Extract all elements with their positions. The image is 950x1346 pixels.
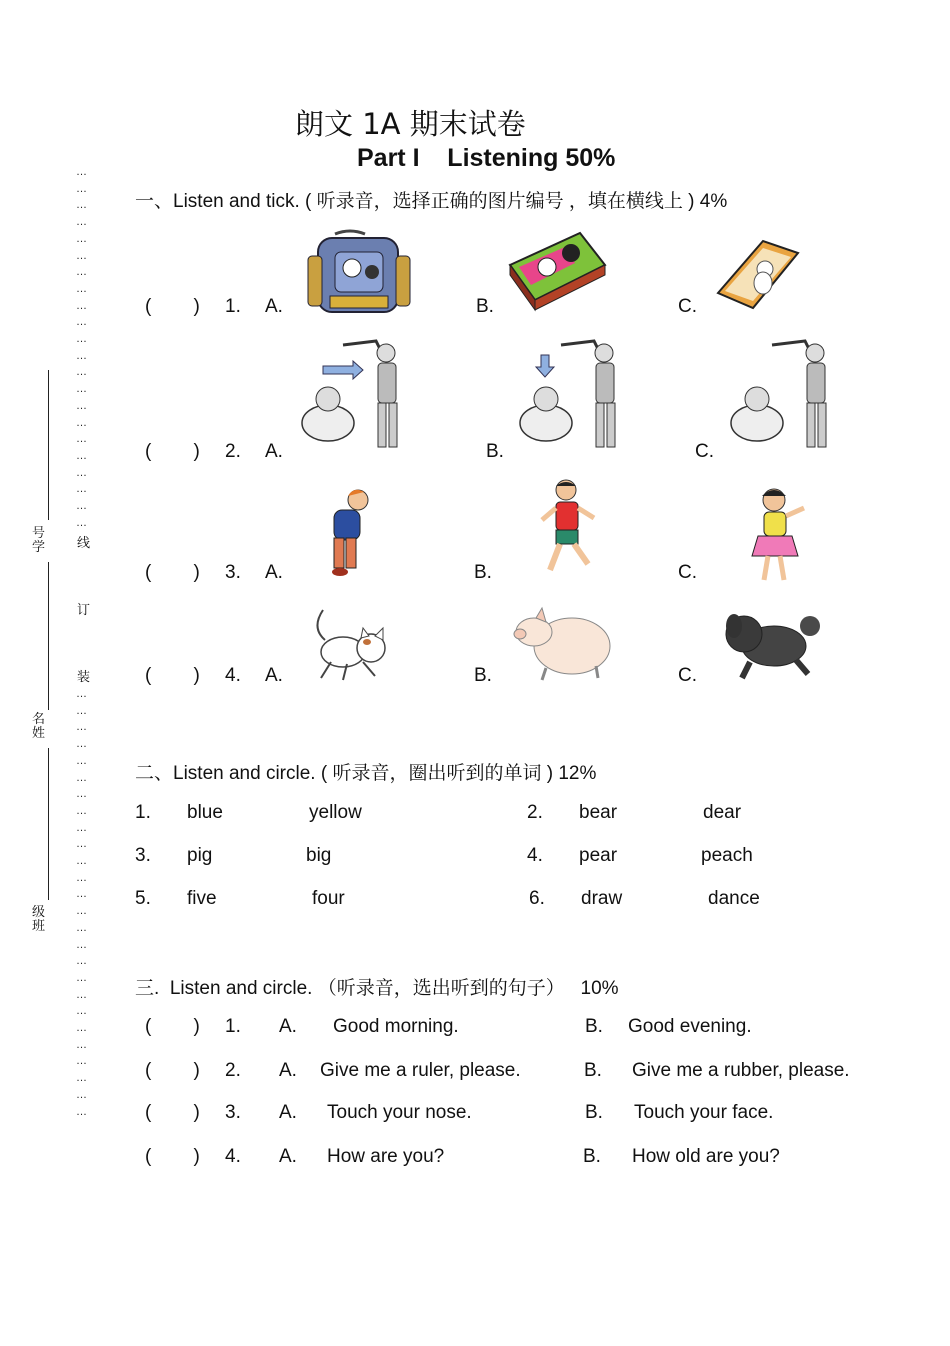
option-b-label: B. (583, 1146, 601, 1167)
girl-singing-picture[interactable] (748, 486, 818, 586)
sentence-option[interactable]: Give me a rubber, please. (632, 1060, 850, 1081)
word-option[interactable]: pig (187, 845, 213, 866)
question-number: 3. (225, 1102, 241, 1123)
word-option[interactable]: dear (703, 802, 742, 823)
option-a-label: A. (279, 1146, 297, 1167)
answer-bracket[interactable]: ( ) (145, 1060, 200, 1081)
field-class: 级班 (32, 905, 46, 934)
field-student-number: 号学 (32, 526, 46, 555)
option-a-label: A. (279, 1016, 297, 1037)
option-b-label: B. (584, 1060, 602, 1081)
answer-bracket[interactable]: ( ) (145, 296, 200, 317)
page-title: 朗文 1A 期末试卷 (295, 107, 526, 141)
word-option[interactable]: bear (579, 802, 618, 823)
option-a-label: A. (279, 1060, 297, 1081)
option-b-label: B. (476, 296, 494, 317)
question-number: 4. (225, 1146, 241, 1167)
item-number: 5. (135, 888, 151, 909)
cat-picture[interactable] (303, 600, 398, 685)
part-title: Part I Listening 50% (357, 144, 616, 172)
word-option[interactable]: dance (708, 888, 760, 909)
option-b-label: B. (585, 1102, 603, 1123)
answer-bracket[interactable]: ( ) (145, 1102, 200, 1123)
point-down-picture[interactable] (516, 333, 634, 455)
boy-running-picture[interactable] (536, 478, 602, 580)
schoolbag-picture[interactable] (300, 226, 425, 316)
word-option[interactable]: four (312, 888, 345, 909)
question-number: 4. (225, 665, 241, 686)
answer-bracket[interactable]: ( ) (145, 1016, 200, 1037)
word-option[interactable]: yellow (309, 802, 362, 823)
sentence-option[interactable]: How old are you? (632, 1146, 780, 1167)
binding-dots: … … … … … … … … … … … … … … … … … … … … … … (76, 166, 86, 529)
item-number: 1. (135, 802, 151, 823)
divider (48, 562, 49, 710)
sentence-option[interactable]: Good evening. (628, 1016, 752, 1037)
sentence-option[interactable]: Touch your face. (634, 1102, 774, 1123)
option-b-label: B. (474, 562, 492, 583)
word-option[interactable]: five (187, 888, 217, 909)
word-option[interactable]: big (306, 845, 332, 866)
option-a-label: A. (279, 1102, 297, 1123)
answer-bracket[interactable]: ( ) (145, 562, 200, 583)
divider (48, 370, 49, 520)
divider (48, 748, 49, 900)
dog-picture[interactable] (714, 600, 824, 684)
question-number: 1. (225, 1016, 241, 1037)
word-option[interactable]: blue (187, 802, 223, 823)
sentence-option[interactable]: How are you? (327, 1146, 445, 1167)
word-option[interactable]: pear (579, 845, 618, 866)
option-c-label: C. (678, 296, 697, 317)
sentence-option[interactable]: Good morning. (333, 1016, 459, 1037)
question-number: 3. (225, 562, 241, 583)
word-option[interactable]: draw (581, 888, 623, 909)
option-c-label: C. (678, 562, 697, 583)
item-number: 3. (135, 845, 151, 866)
item-number: 2. (527, 802, 543, 823)
boy-bowing-picture[interactable] (320, 486, 380, 581)
pencil-box-picture[interactable] (505, 225, 610, 315)
option-b-label: B. (474, 665, 492, 686)
answer-bracket[interactable]: ( ) (145, 441, 200, 462)
question-number: 2. (225, 441, 241, 462)
section3-heading: 三. Listen and circle. （听录音，选出听到的句子） 10% (135, 978, 619, 999)
option-c-label: C. (695, 441, 714, 462)
option-a-label: A. (265, 665, 283, 686)
option-a-label: A. (265, 562, 283, 583)
answer-bracket[interactable]: ( ) (145, 665, 200, 686)
option-a-label: A. (265, 441, 283, 462)
field-name: 名姓 (32, 712, 46, 741)
option-b-label: B. (585, 1016, 603, 1037)
answer-bracket[interactable]: ( ) (145, 1146, 200, 1167)
book-picture[interactable] (703, 233, 828, 313)
point-none-picture[interactable] (727, 333, 845, 455)
item-number: 4. (527, 845, 543, 866)
option-b-label: B. (486, 441, 504, 462)
option-c-label: C. (678, 665, 697, 686)
point-right-picture[interactable] (298, 333, 416, 455)
question-number: 2. (225, 1060, 241, 1081)
binding-label-ding: 订 (77, 603, 91, 618)
pig-picture[interactable] (506, 602, 616, 682)
sentence-option[interactable]: Touch your nose. (327, 1102, 472, 1123)
sentence-option[interactable]: Give me a ruler, please. (320, 1060, 521, 1081)
binding-label-xian: 线 (77, 536, 91, 551)
word-option[interactable]: peach (701, 845, 753, 866)
question-number: 1. (225, 296, 241, 317)
section1-heading: 一、Listen and tick. ( 听录音，选择正确的图片编号 ，填在横线上 ) 4% (135, 191, 728, 212)
section2-heading: 二、Listen and circle. ( 听录音，圈出听到的单词 ) 12% (135, 763, 597, 784)
item-number: 6. (529, 888, 545, 909)
option-a-label: A. (265, 296, 283, 317)
binding-dots: … … … … … … … … … … … … … … … … … … … … … … … … … … (76, 688, 86, 1118)
binding-label-zhuang: 装 (77, 670, 91, 685)
